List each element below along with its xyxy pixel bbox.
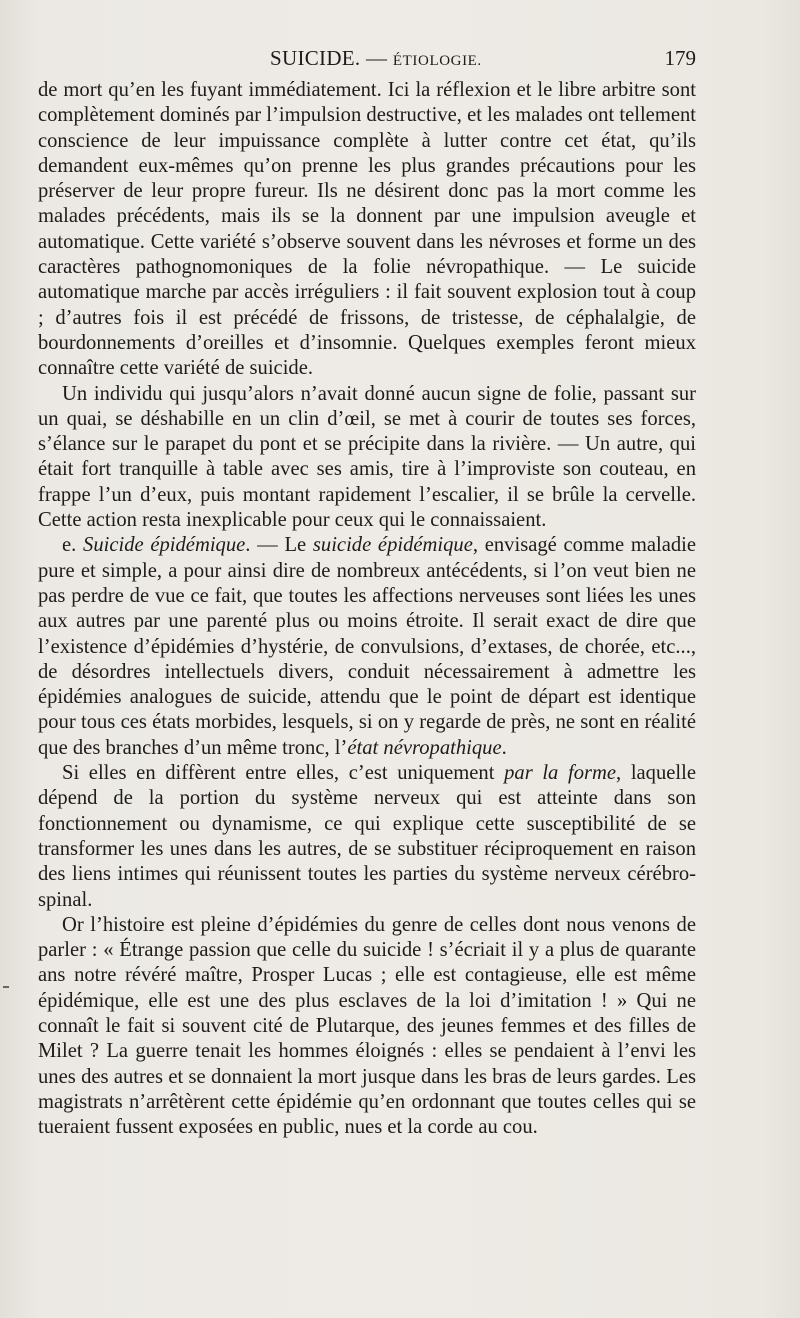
- paragraph-2: [38, 382, 696, 534]
- paragraph-4: [38, 761, 696, 913]
- running-title-section: ÉTIOLOGIE.: [392, 53, 482, 69]
- italic-phrase: suicide épidémique: [312, 534, 473, 557]
- paragraph-1: [38, 78, 696, 382]
- margin-mark: [3, 986, 9, 988]
- italic-phrase: Suicide épidémique: [83, 534, 246, 557]
- body-text: [38, 78, 696, 1140]
- text-run: e.: [62, 534, 84, 557]
- text-run: , laquelle dépend de la portion du système nerveux qui est atteinte dans son fonctionnement ou dynamisme, ce qui explique cette susceptibilité de se transformer les unes dans les autres, de se substituer réciproquement en raison des liens intimes qui réunissent toutes les parties du système nerveux cérébro-spinal.: [38, 762, 696, 911]
- paragraph-3: [38, 533, 696, 761]
- running-header: [0, 44, 800, 74]
- running-title-main: SUICIDE. —: [270, 46, 393, 70]
- page-number: 179: [664, 46, 696, 70]
- paragraph-5: [38, 913, 696, 1141]
- running-title: [270, 46, 482, 71]
- text-run: Si elles en diffèrent entre elles, c’est uniquement: [62, 762, 505, 785]
- italic-phrase: état névropathique: [347, 736, 502, 759]
- text-run: de mort qu’en les fuyant immédiatement. Ici la réflexion et le libre arbitre sont complètement dominés par l’impulsion destructive, et les malades ont tellement conscience de leur impuissance complète à lutter contre cet état, qu’ils demandent eux-mêmes qu’on prenne les plus grandes précautions pour les préserver de leur propre fureur. Ils ne désirent donc pas la mort comme les malades précédents, mais ils se la donnent par une impulsion aveugle et automatique. Cette variété s’observe souvent dans les névroses et forme un des caractères pathognomoniques de la folie névropathique. — Le suicide automatique marche par accès irréguliers : il fait souvent explosion tout à coup ; d’autres fois il est précédé de frissons, de tristesse, de céphalalgie, de bourdonnements d’oreilles et d’insomnie. Quelques exemples feront mieux connaître cette variété de suicide.: [38, 79, 696, 380]
- text-run: , envisagé comme maladie pure et simple, a pour ainsi dire de nombreux antécédents, si l’on veut bien ne pas perdre de vue ce fait, que toutes les affections nerveuses sont liées les unes aux autres par une parenté plus ou moins étroite. Il serait exact de dire que l’existence d’épidémies d’hystérie, de convulsions, d’extases, de chorée, etc..., de désordres intellectuels divers, conduit nécessairement à admettre les épidémies analogues de suicide, attendu que le point de départ est identique pour tous ces états morbides, lesquels, si on y regarde de près, ne sont en réalité que des branches d’un même tronc, l’: [38, 534, 697, 759]
- text-run: .: [501, 736, 507, 759]
- text-run: . — Le: [245, 534, 313, 557]
- text-run: Un individu qui jusqu’alors n’avait donné aucun signe de folie, passant sur un quai, se déshabille en un clin d’œil, se met à courir de toutes ses forces, s’élance sur le parapet du pont et se précipite dans la rivière. — Un autre, qui était fort tranquille à table avec ses amis, tire à l’improviste son couteau, en frappe l’un d’eux, puis montant rapidement l’escalier, il se brûle la cervelle. Cette action resta inexplicable pour ceux qui le connaissaient.: [38, 382, 696, 532]
- italic-phrase: par la forme: [504, 762, 617, 785]
- text-run: Or l’histoire est pleine d’épidémies du genre de celles dont nous venons de parler : « Étrange passion que celle du suicide ! s’écriait il y a plus de quarante ans notre révéré maître, Prosper Lucas ; elle est contagieuse, elle est même épidémique, elle est une des plus esclaves de la loi d’imitation ! » Qui ne connaît le fait si souvent cité de Plutarque, des jeunes femmes et des filles de Milet ? La guerre tenait les hommes éloignés : elles se pendaient à l’envi les unes des autres et se donnaient la mort jusque dans les bras de leurs gardes. Les magistrats n’arrêtèrent cette épidémie qu’en ordonnant que toutes celles qui se tueraient fussent exposées en public, nues et la corde au cou.: [38, 913, 696, 1139]
